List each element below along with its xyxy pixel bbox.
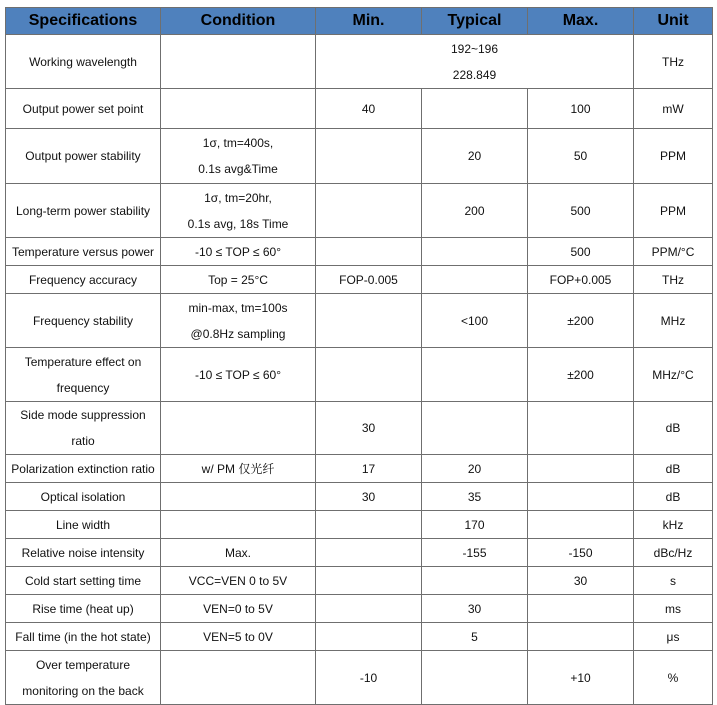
typical-cell <box>316 35 634 89</box>
table-row <box>6 266 713 294</box>
spec-cell: Temperature versus power <box>6 238 161 266</box>
spec-line-2: frequency <box>56 380 110 395</box>
condition-line-1: min-max, tm=100s <box>188 300 288 315</box>
typical-cell: 30 <box>422 595 528 623</box>
condition-line-1: 1σ, tm=20hr, <box>204 190 272 205</box>
min-cell <box>316 348 422 402</box>
spec-cell: Polarization extinction ratio <box>6 455 161 483</box>
condition-cell: VEN=0 to 5V <box>161 595 316 623</box>
condition-line-2: @0.8Hz sampling <box>190 326 286 341</box>
condition-line-2: 0.1s avg&Time <box>198 162 278 176</box>
spec-cell: Working wavelength <box>6 35 161 89</box>
typical-cell: 20 <box>422 129 528 184</box>
table-row <box>6 184 713 238</box>
unit-cell: dB <box>634 455 713 483</box>
spec-cell: Cold start setting time <box>6 567 161 595</box>
condition-cell <box>161 89 316 129</box>
max-cell <box>528 455 634 483</box>
condition-cell <box>161 129 316 184</box>
unit-cell: % <box>634 651 713 705</box>
min-cell: 40 <box>316 89 422 129</box>
max-cell: 500 <box>528 238 634 266</box>
max-cell <box>528 402 634 455</box>
table-row <box>6 402 713 455</box>
table-row <box>6 35 713 89</box>
spec-cell <box>6 348 161 402</box>
typical-cell <box>422 651 528 705</box>
spec-cell: Output power stability <box>6 129 161 184</box>
min-cell <box>316 129 422 184</box>
condition-cell <box>161 651 316 705</box>
table-row <box>6 651 713 705</box>
max-cell: 50 <box>528 129 634 184</box>
table-row <box>6 539 713 567</box>
spec-cell: Line width <box>6 511 161 539</box>
max-cell: 500 <box>528 184 634 238</box>
min-cell: FOP-0.005 <box>316 266 422 294</box>
unit-cell: ms <box>634 595 713 623</box>
header-unit: Unit <box>634 8 713 35</box>
max-cell: 100 <box>528 89 634 129</box>
min-cell <box>316 567 422 595</box>
typical-cell: <100 <box>422 294 528 348</box>
max-cell: -150 <box>528 539 634 567</box>
typical-cell: -155 <box>422 539 528 567</box>
spec-cell: Output power set point <box>6 89 161 129</box>
typical-line-1: 192~196 <box>450 41 499 56</box>
min-cell <box>316 539 422 567</box>
max-cell <box>528 511 634 539</box>
typical-cell <box>422 402 528 455</box>
max-cell <box>528 595 634 623</box>
table-row <box>6 129 713 184</box>
spec-cell <box>6 651 161 705</box>
unit-cell: kHz <box>634 511 713 539</box>
spec-line-2: monitoring on the back <box>22 683 144 698</box>
spec-line-1: Temperature effect on <box>24 354 142 369</box>
spec-cell: Long-term power stability <box>6 184 161 238</box>
unit-cell: μs <box>634 623 713 651</box>
table-row <box>6 623 713 651</box>
unit-cell: mW <box>634 89 713 129</box>
unit-cell: PPM <box>634 184 713 238</box>
condition-cell: -10 ≤ TOP ≤ 60° <box>161 238 316 266</box>
unit-cell: PPM/°C <box>634 238 713 266</box>
min-cell <box>316 623 422 651</box>
spec-cell: Frequency stability <box>6 294 161 348</box>
condition-cell: Top = 25°C <box>161 266 316 294</box>
header-condition: Condition <box>161 8 316 35</box>
max-cell: 30 <box>528 567 634 595</box>
unit-cell: PPM <box>634 129 713 184</box>
unit-cell: THz <box>634 35 713 89</box>
min-cell <box>316 595 422 623</box>
condition-line-2: 0.1s avg, 18s Time <box>187 216 289 231</box>
condition-line-1: 1σ, tm=400s, <box>202 136 274 150</box>
max-cell: ±200 <box>528 348 634 402</box>
min-cell <box>316 511 422 539</box>
spec-cell: Relative noise intensity <box>6 539 161 567</box>
typical-cell <box>422 266 528 294</box>
table-row <box>6 567 713 595</box>
table-row <box>6 595 713 623</box>
header-max: Max. <box>528 8 634 35</box>
condition-cell <box>161 35 316 89</box>
typical-cell <box>422 348 528 402</box>
table-row <box>6 89 713 129</box>
header-row <box>6 8 713 35</box>
unit-cell: dB <box>634 402 713 455</box>
typical-cell: 5 <box>422 623 528 651</box>
unit-cell: s <box>634 567 713 595</box>
specifications-table <box>5 7 713 705</box>
typical-cell: 200 <box>422 184 528 238</box>
table-row <box>6 294 713 348</box>
condition-cell <box>161 184 316 238</box>
unit-cell: MHz <box>634 294 713 348</box>
max-cell: +10 <box>528 651 634 705</box>
typical-line-2: 228.849 <box>452 67 497 82</box>
spec-cell: Side mode suppression ratio <box>6 402 161 455</box>
typical-cell <box>422 238 528 266</box>
condition-cell: w/ PM 仅光纤 <box>161 455 316 483</box>
header-min: Min. <box>316 8 422 35</box>
typical-cell <box>422 89 528 129</box>
table-row <box>6 348 713 402</box>
spec-line-1: Over temperature <box>35 657 131 672</box>
typical-cell <box>422 567 528 595</box>
min-cell: -10 <box>316 651 422 705</box>
condition-cell <box>161 511 316 539</box>
condition-cell: VCC=VEN 0 to 5V <box>161 567 316 595</box>
condition-cell <box>161 402 316 455</box>
table-row <box>6 238 713 266</box>
condition-cell <box>161 483 316 511</box>
table-row <box>6 511 713 539</box>
min-cell: 30 <box>316 483 422 511</box>
header-specifications: Specifications <box>6 8 161 35</box>
header-typical: Typical <box>422 8 528 35</box>
condition-cell: -10 ≤ TOP ≤ 60° <box>161 348 316 402</box>
unit-cell: THz <box>634 266 713 294</box>
min-cell: 30 <box>316 402 422 455</box>
spec-cell: Optical isolation <box>6 483 161 511</box>
condition-cell: Max. <box>161 539 316 567</box>
min-cell: 17 <box>316 455 422 483</box>
min-cell <box>316 184 422 238</box>
unit-cell: MHz/°C <box>634 348 713 402</box>
min-cell <box>316 238 422 266</box>
unit-cell: dBc/Hz <box>634 539 713 567</box>
unit-cell: dB <box>634 483 713 511</box>
condition-cell: VEN=5 to 0V <box>161 623 316 651</box>
table-row <box>6 483 713 511</box>
spec-cell: Rise time (heat up) <box>6 595 161 623</box>
typical-cell: 170 <box>422 511 528 539</box>
max-cell <box>528 483 634 511</box>
max-cell <box>528 623 634 651</box>
table-row <box>6 455 713 483</box>
max-cell: FOP+0.005 <box>528 266 634 294</box>
spec-cell: Frequency accuracy <box>6 266 161 294</box>
typical-cell: 35 <box>422 483 528 511</box>
min-cell <box>316 294 422 348</box>
typical-cell: 20 <box>422 455 528 483</box>
spec-cell: Fall time (in the hot state) <box>6 623 161 651</box>
condition-cell <box>161 294 316 348</box>
max-cell: ±200 <box>528 294 634 348</box>
